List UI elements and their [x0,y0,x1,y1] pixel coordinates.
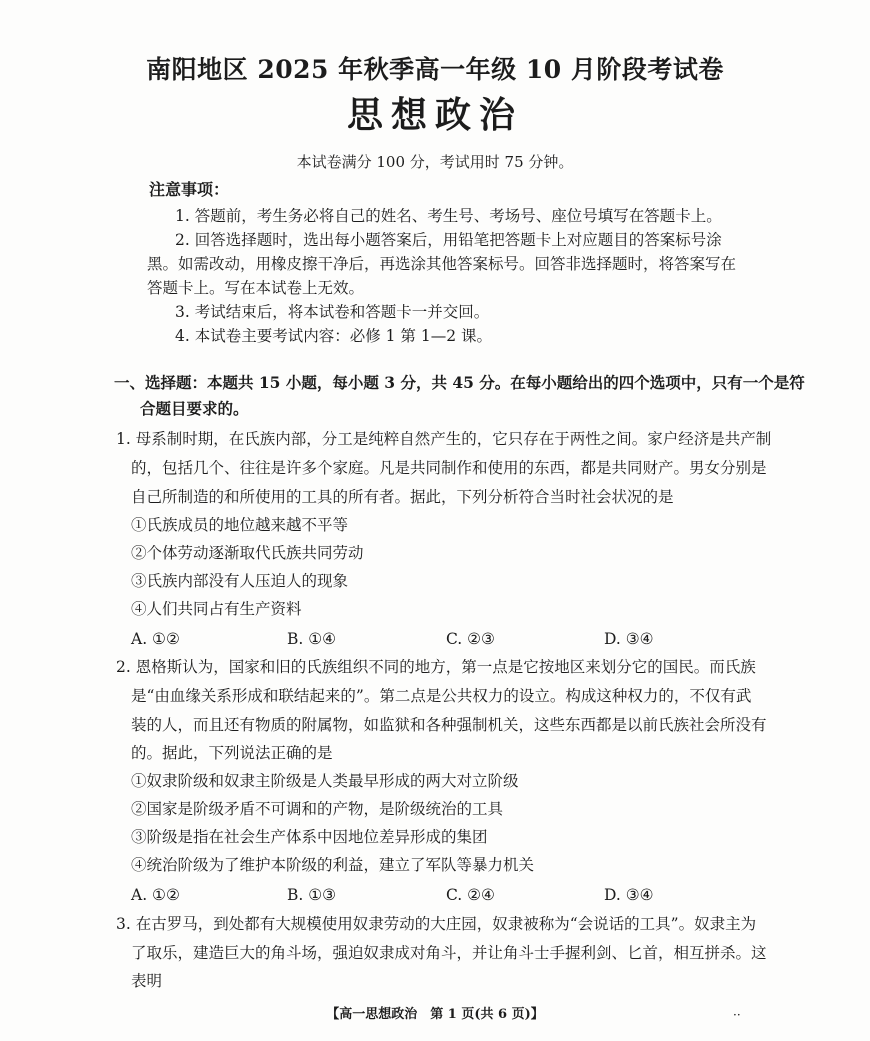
notice-heading: 注意事项： [149,180,230,199]
corner-mark: ·· [733,1008,741,1022]
section-heading: 一、选择题：本题共 15 小题，每小题 3 分，共 45 分。在每小题给出的四个选项中，只有一个是符 [114,373,805,392]
notice-line: 答题卡上。写在本试卷上无效。 [147,279,365,297]
question-1-item: ①氏族成员的地位越来越不平等 [131,516,349,534]
option-c: C. ②③ [446,630,495,648]
notice-line: 黑。如需改动，用橡皮擦干净后，再选涂其他答案标号。回答非选择题时，将答案写在 [147,255,737,273]
page-footer: 【高一思想政治 第 1 页(共 6 页)】 [326,1007,544,1022]
question-3-stem: 表明 [131,972,163,990]
question-2-stem: 的。据此，下列说法正确的是 [131,744,333,762]
section-heading-cont: 合题目要求的。 [140,399,249,418]
question-2-item: ④统治阶级为了维护本阶级的利益，建立了军队等暴力机关 [131,856,535,874]
question-3-stem: 了取乐，建造巨大的角斗场，强迫奴隶成对角斗，并让角斗士手握利剑、匕首，相互拼杀。这 [131,944,767,962]
question-1-item: ④人们共同占有生产资料 [131,600,302,618]
exam-title: 南阳地区 2025 年秋季高一年级 10 月阶段考试卷 [146,55,724,84]
question-2-stem: 是“由血缘关系形成和联结起来的”。第二点是公共权力的设立。构成这种权力的，不仅有武 [131,687,752,705]
option-d: D. ③④ [604,630,654,648]
question-1-stem: 的，包括几个、往往是许多个家庭。凡是共同制作和使用的东西，都是共同财产。男女分别是 [131,459,767,477]
notice-line: 4. 本试卷主要考试内容：必修 1 第 1—2 课。 [175,327,493,345]
question-2-item: ②国家是阶级矛盾不可调和的产物，是阶级统治的工具 [131,800,504,818]
notice-line: 2. 回答选择题时，选出每小题答案后，用铅笔把答题卡上对应题目的答案标号涂 [175,231,722,249]
option-d: D. ③④ [604,886,654,904]
question-1-item: ②个体劳动逐渐取代氏族共同劳动 [131,544,364,562]
notice-line: 3. 考试结束后，将本试卷和答题卡一并交回。 [175,303,490,321]
question-1-stem: 自己所制造的和所使用的工具的所有者。据此，下列分析符合当时社会状况的是 [131,488,674,506]
question-1-item: ③氏族内部没有人压迫人的现象 [131,572,349,590]
subject-title: 思想政治 [346,94,523,136]
question-1-stem: 1. 母系制时期，在氏族内部，分工是纯粹自然产生的，它只存在于两性之间。家户经济是共产制 [116,430,772,448]
question-2-item: ①奴隶阶级和奴隶主阶级是人类最早形成的两大对立阶级 [131,772,519,790]
option-b: B. ①③ [287,886,337,904]
question-2-stem: 2. 恩格斯认为，国家和旧的氏族组织不同的地方，第一点是它按地区来划分它的国民。而氏族 [116,658,756,676]
option-a: A. ①② [131,630,180,648]
exam-info: 本试卷满分 100 分，考试用时 75 分钟。 [296,153,574,171]
option-c: C. ②④ [446,886,495,904]
question-2-item: ③阶级是指在社会生产体系中因地位差异形成的集团 [131,828,488,846]
question-2-stem: 装的人，而且还有物质的附属物，如监狱和各种强制机关，这些东西都是以前氏族社会所没有 [131,716,767,734]
notice-line: 1. 答题前，考生务必将自己的姓名、考生号、考场号、座位号填写在答题卡上。 [175,207,722,225]
option-a: A. ①② [131,886,180,904]
option-b: B. ①④ [287,630,337,648]
question-3-stem: 3. 在古罗马，到处都有大规模使用奴隶劳动的大庄园，奴隶被称为“会说话的工具”。奴隶主为 [116,915,757,933]
